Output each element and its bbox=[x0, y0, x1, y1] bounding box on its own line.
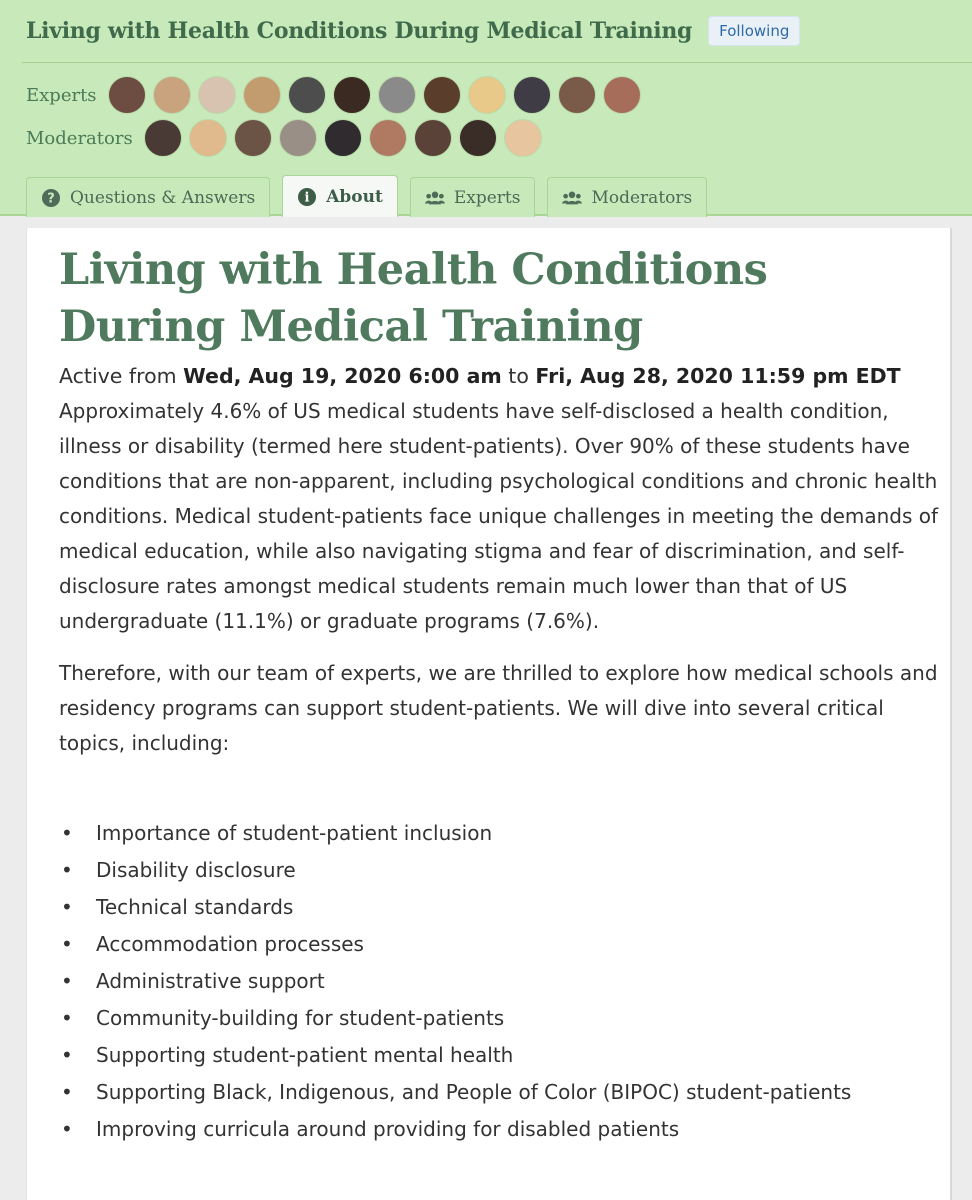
svg-text:i: i bbox=[304, 190, 310, 205]
bullet-icon: • bbox=[61, 1117, 73, 1141]
moderator-avatar[interactable] bbox=[144, 119, 182, 157]
expert-avatar[interactable] bbox=[243, 76, 281, 114]
topic-text: Supporting student-patient mental health bbox=[96, 1043, 514, 1067]
topic-item bbox=[59, 815, 939, 852]
expert-avatar[interactable] bbox=[468, 76, 506, 114]
header-divider bbox=[22, 62, 972, 63]
moderators-label: Moderators bbox=[26, 127, 133, 149]
tab-experts[interactable] bbox=[410, 177, 536, 217]
topic-item bbox=[59, 889, 939, 926]
moderator-avatar[interactable] bbox=[504, 119, 542, 157]
moderator-avatar[interactable] bbox=[279, 119, 317, 157]
bullet-icon: • bbox=[61, 1080, 73, 1104]
bullet-icon: • bbox=[61, 1043, 73, 1067]
tab-label: Moderators bbox=[591, 187, 693, 208]
expert-avatar[interactable] bbox=[603, 76, 641, 114]
tab-moderators[interactable] bbox=[547, 177, 707, 217]
bullet-icon: • bbox=[61, 858, 73, 882]
expert-avatar-list bbox=[108, 76, 648, 114]
topic-item bbox=[59, 1074, 939, 1111]
info-circle-icon bbox=[297, 187, 317, 207]
moderator-avatar[interactable] bbox=[459, 119, 497, 157]
end-date: Fri, Aug 28, 2020 11:59 pm EDT bbox=[535, 364, 901, 388]
topic-item bbox=[59, 852, 939, 889]
active-prefix: Active from bbox=[59, 364, 184, 388]
group-title[interactable]: Living with Health Conditions During Medical Training bbox=[26, 18, 693, 44]
topic-text: Improving curricula around providing for disabled patients bbox=[96, 1117, 680, 1141]
expert-avatar[interactable] bbox=[378, 76, 416, 114]
expert-avatar[interactable] bbox=[513, 76, 551, 114]
question-circle-icon bbox=[41, 188, 61, 208]
tab-bar bbox=[26, 177, 719, 217]
expert-avatar[interactable] bbox=[333, 76, 371, 114]
bullet-icon: • bbox=[61, 932, 73, 956]
description bbox=[59, 394, 939, 761]
experts-label: Experts bbox=[26, 84, 97, 106]
active-to: to bbox=[501, 364, 536, 388]
bullet-icon: • bbox=[61, 969, 73, 993]
about-card bbox=[26, 228, 952, 1200]
svg-text:?: ? bbox=[47, 191, 55, 206]
topic-item bbox=[59, 1111, 939, 1148]
description-paragraph: Approximately 4.6% of US medical students have self-disclosed a health condition, illness or disability (termed here student-patients). Over 90% of these students have conditions that are non-apparent, including psychological conditions and chronic health conditions. Medical student-patients face unique challenges in meeting the demands of medical education, while also navigating stigma and fear of discrimination, and self-disclosure rates amongst medical students remain much lower than that of US undergraduate (11.1%) or graduate programs (7.6%). bbox=[59, 399, 939, 633]
topic-text: Accommodation processes bbox=[96, 932, 364, 956]
topic-text: Technical standards bbox=[96, 895, 294, 919]
expert-avatar[interactable] bbox=[108, 76, 146, 114]
moderator-avatar[interactable] bbox=[414, 119, 452, 157]
active-dates bbox=[59, 362, 939, 390]
topic-text: Community-building for student-patients bbox=[96, 1006, 505, 1030]
expert-avatar[interactable] bbox=[423, 76, 461, 114]
moderators-row bbox=[26, 119, 549, 157]
start-date: Wed, Aug 19, 2020 6:00 am bbox=[183, 364, 502, 388]
bullet-icon: • bbox=[61, 895, 73, 919]
topic-text: Administrative support bbox=[96, 969, 325, 993]
topic-item bbox=[59, 1037, 939, 1074]
experts-row bbox=[26, 76, 648, 114]
following-button[interactable]: Following bbox=[708, 16, 800, 46]
tab-about[interactable] bbox=[282, 175, 398, 217]
expert-avatar[interactable] bbox=[198, 76, 236, 114]
group-header bbox=[0, 0, 972, 216]
topic-item bbox=[59, 1000, 939, 1037]
users-icon bbox=[562, 188, 582, 208]
tab-questions-answers[interactable] bbox=[26, 177, 270, 217]
tab-label: Experts bbox=[453, 187, 521, 208]
expert-avatar[interactable] bbox=[288, 76, 326, 114]
about-title: Living with Health Conditions During Medical Training bbox=[59, 245, 768, 352]
moderator-avatar-list bbox=[144, 119, 549, 157]
moderator-avatar[interactable] bbox=[234, 119, 272, 157]
bullet-icon: • bbox=[61, 1006, 73, 1030]
tab-label: Questions & Answers bbox=[70, 187, 256, 208]
topic-text: Disability disclosure bbox=[96, 858, 296, 882]
moderator-avatar[interactable] bbox=[189, 119, 227, 157]
topic-text: Importance of student-patient inclusion bbox=[96, 821, 493, 845]
tab-label: About bbox=[326, 186, 383, 207]
topic-list bbox=[59, 815, 939, 1148]
expert-avatar[interactable] bbox=[153, 76, 191, 114]
users-icon bbox=[425, 188, 445, 208]
topic-item bbox=[59, 926, 939, 963]
moderator-avatar[interactable] bbox=[369, 119, 407, 157]
bullet-icon: • bbox=[61, 821, 73, 845]
moderator-avatar[interactable] bbox=[324, 119, 362, 157]
description-paragraph: Therefore, with our team of experts, we are thrilled to explore how medical schools and residency programs can support student-patients. We will dive into several critical topics, including: bbox=[59, 661, 938, 755]
expert-avatar[interactable] bbox=[558, 76, 596, 114]
topic-item bbox=[59, 963, 939, 1000]
topic-text: Supporting Black, Indigenous, and People of Color (BIPOC) student-patients bbox=[96, 1080, 852, 1104]
